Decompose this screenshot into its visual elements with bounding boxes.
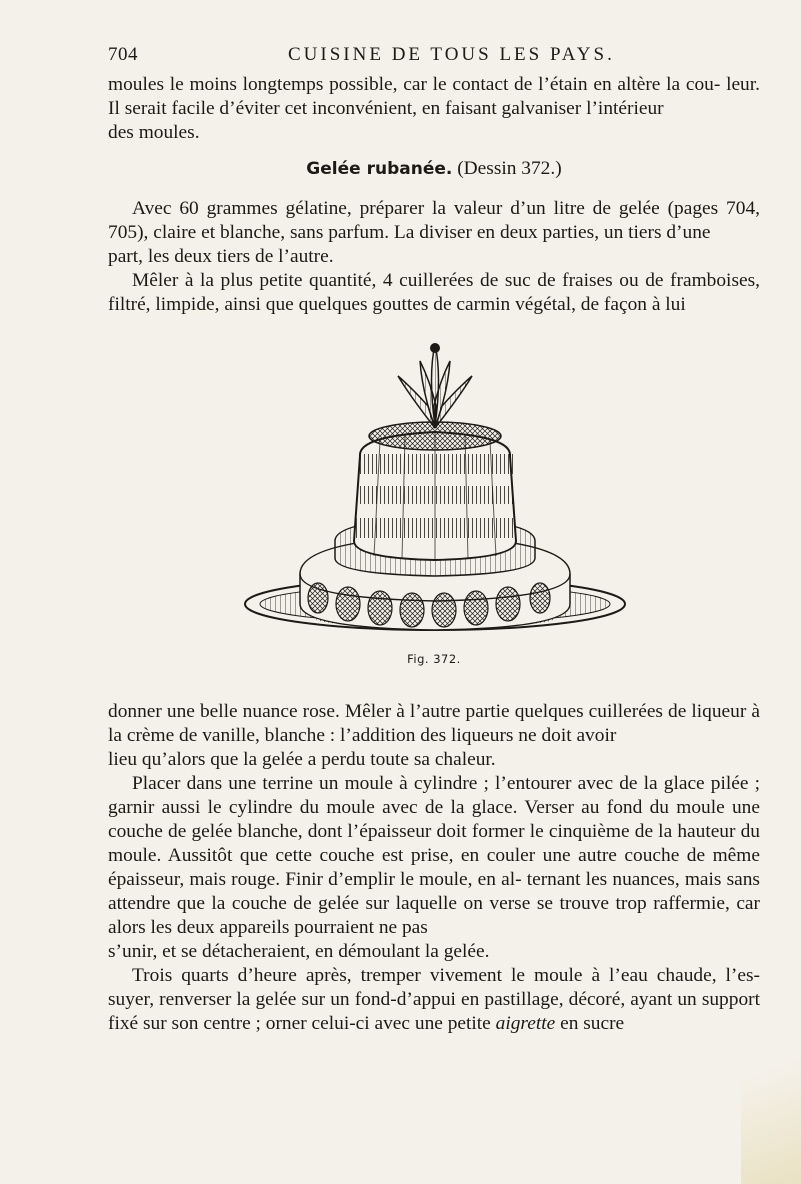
recipe-title: Gelée rubanée. (306, 159, 453, 179)
figure-caption: Fig. 372. (407, 652, 461, 666)
paragraph-mould (108, 772, 760, 940)
text-line: ternant les nuances, mais sans attendre que la couche de gelée sur laquelle on (108, 869, 760, 914)
text-line: suyer, renverser la gelée sur un fond-d’appui en pastillage, décoré, ayant un (108, 989, 697, 1010)
text-line: donner une belle nuance rose. Mêler à l’autre partie quelques cuillerées de (108, 701, 687, 722)
text-line: Mêler à la plus petite quantité, 4 cuillerées de suc de fraises ou de framboises, (132, 270, 760, 291)
text-line: Placer dans une terrine un moule à cylindre ; l’entourer avec de la glace (132, 773, 705, 794)
paragraph-color (108, 269, 760, 317)
text-line: Trois quarts d’heure après, tremper vivement le moule à l’eau chaude, l’es- (132, 965, 760, 986)
text-line: filtré, limpide, ainsi que quelques gouttes de carmin végétal, de façon à lui (108, 294, 686, 315)
running-header (108, 44, 758, 68)
paragraph-ingredients (108, 197, 760, 317)
text-line: de la hauteur du moule. Aussitôt que cette couche est prise, en couler une (108, 821, 760, 866)
text-line: des moules. (108, 122, 200, 143)
text-line: liqueur à la crème de vanille, blanche : l’addition des liqueurs ne doit avoir (108, 701, 760, 746)
text-line: autre couche de même épaisseur, mais rouge. Finir d’emplir le moule, en al- (108, 845, 760, 890)
text-line: lieu qu’alors que la gelée a perdu toute sa chaleur. (108, 749, 496, 770)
text-line: 705), claire et blanche, sans parfum. La diviser en deux parties, un tiers d’une (108, 222, 711, 243)
text-line: support fixé sur son centre ; orner celui-ci avec une petite (108, 989, 760, 1034)
text-line: pilée ; garnir aussi le cylindre du moule avec de la glace. Verser au fond du (108, 773, 760, 818)
paragraph-top (108, 73, 760, 145)
paragraph-finish (108, 964, 760, 1036)
italic-term: aigrette (495, 1013, 556, 1034)
text-line: Avec 60 grammes gélatine, préparer la valeur d’un litre de gelée (pages 704, (132, 198, 760, 219)
text-line: moule une couche de gelée blanche, dont l’épaisseur doit former le cinquième (108, 797, 760, 842)
jelly-mould-engraving-icon (240, 336, 630, 648)
page-number: 704 (108, 44, 138, 65)
text-line: leur. Il serait facile d’éviter cet inconvénient, en faisant galvaniser l’intérieur (108, 74, 760, 119)
recipe-reference: (Dessin 372.) (457, 158, 562, 179)
running-title: CUISINE DE TOUS LES PAYS. (288, 44, 615, 65)
text-line: moules le moins longtemps possible, car le contact de l’étain en altère la cou- (108, 74, 721, 95)
paragraph-continue (108, 700, 760, 1036)
text-line: en sucre (555, 1013, 625, 1034)
jelly-mould-illustration (240, 336, 630, 648)
paper-stain (741, 1024, 801, 1184)
recipe-heading (108, 158, 760, 180)
text-line: s’unir, et se détacheraient, en démoulant la gelée. (108, 941, 490, 962)
text-line: verse se trouve trop raffermie, car alors les deux appareils pourraient ne pas (108, 893, 760, 938)
text-line: part, les deux tiers de l’autre. (108, 246, 334, 267)
